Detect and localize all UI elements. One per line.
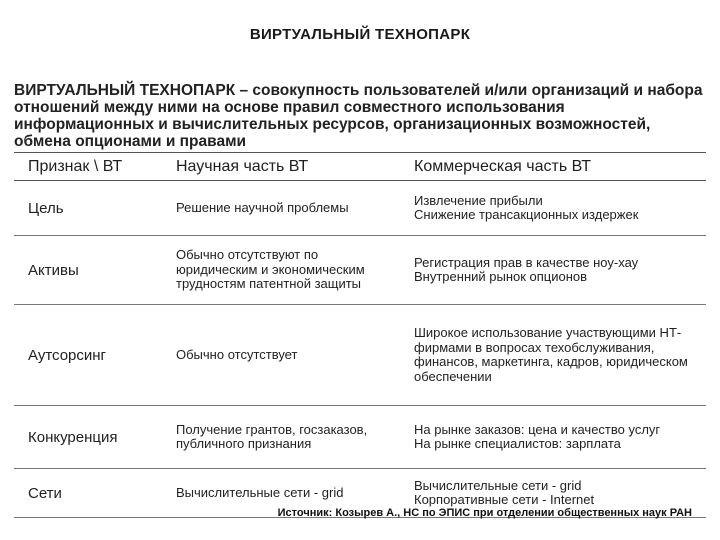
- header-feature: Признак \ ВТ: [28, 158, 123, 175]
- table-row: [14, 406, 706, 469]
- row-feature: Цель: [14, 181, 170, 236]
- commercial-line: Регистрация прав в качестве ноу-хау: [414, 254, 639, 270]
- row-feature: Аутсорсинг: [14, 305, 170, 406]
- commercial-line: Вычислительные сети - grid: [414, 477, 582, 493]
- table-row: [14, 236, 706, 305]
- science-line: Вычислительные сети - grid: [176, 484, 344, 500]
- science-line: Обычно отсутствует: [176, 346, 298, 362]
- science-line: Обычно отсутствуют по юридическим и экономическим трудностям патентной защиты: [176, 247, 365, 292]
- commercial-line: На рынке заказов: цена и качество услуг: [414, 421, 661, 437]
- row-commercial: [408, 236, 706, 305]
- row-feature: Активы: [14, 236, 170, 305]
- commercial-line: Внутренний рынок опционов: [414, 269, 588, 284]
- row-feature: Конкуренция: [14, 406, 170, 469]
- commercial-line: Корпоративные сети - Internet: [414, 492, 595, 507]
- row-science: [170, 406, 408, 469]
- table-row: [14, 305, 706, 406]
- row-science: [170, 305, 408, 406]
- row-science: [170, 181, 408, 236]
- header-commercial: Коммерческая часть ВТ: [414, 158, 591, 175]
- header-science: Научная часть ВТ: [176, 158, 309, 175]
- row-science: [170, 236, 408, 305]
- table-header-row: [14, 153, 706, 181]
- row-commercial: [408, 305, 706, 406]
- comparison-table: [14, 152, 706, 518]
- science-line: Решение научной проблемы: [176, 199, 349, 215]
- row-feature: Сети: [14, 469, 170, 518]
- table-row: [14, 181, 706, 236]
- row-commercial: [408, 406, 706, 469]
- commercial-line: На рынке специалистов: зарплата: [414, 436, 621, 451]
- slide-title: ВИРТУАЛЬНЫЙ ТЕХНОПАРК: [249, 26, 471, 43]
- source-note: Источник: Козырев А., НС по ЭПИС при отделении общественных наук РАН: [277, 507, 692, 519]
- commercial-line: Извлечение прибыли: [414, 192, 543, 208]
- science-line: Получение грантов, госзаказов, публичного признания: [176, 421, 368, 451]
- commercial-line: Снижение трансакционных издержек: [414, 207, 639, 222]
- definition-text: ВИРТУАЛЬНЫЙ ТЕХНОПАРК – совокупность пользователей и/или организаций и набора отношений между ними на основе правил совместного использования информационных и вычислительных ресурсов, организационных возможностей, обмена опционами и правами: [14, 82, 703, 150]
- row-commercial: [408, 181, 706, 236]
- commercial-line: Широкое использование участвующими НТ- фирмами в вопросах техобслуживания, финансов, маркетинга, кадров, юридическом обеспечении: [414, 325, 688, 384]
